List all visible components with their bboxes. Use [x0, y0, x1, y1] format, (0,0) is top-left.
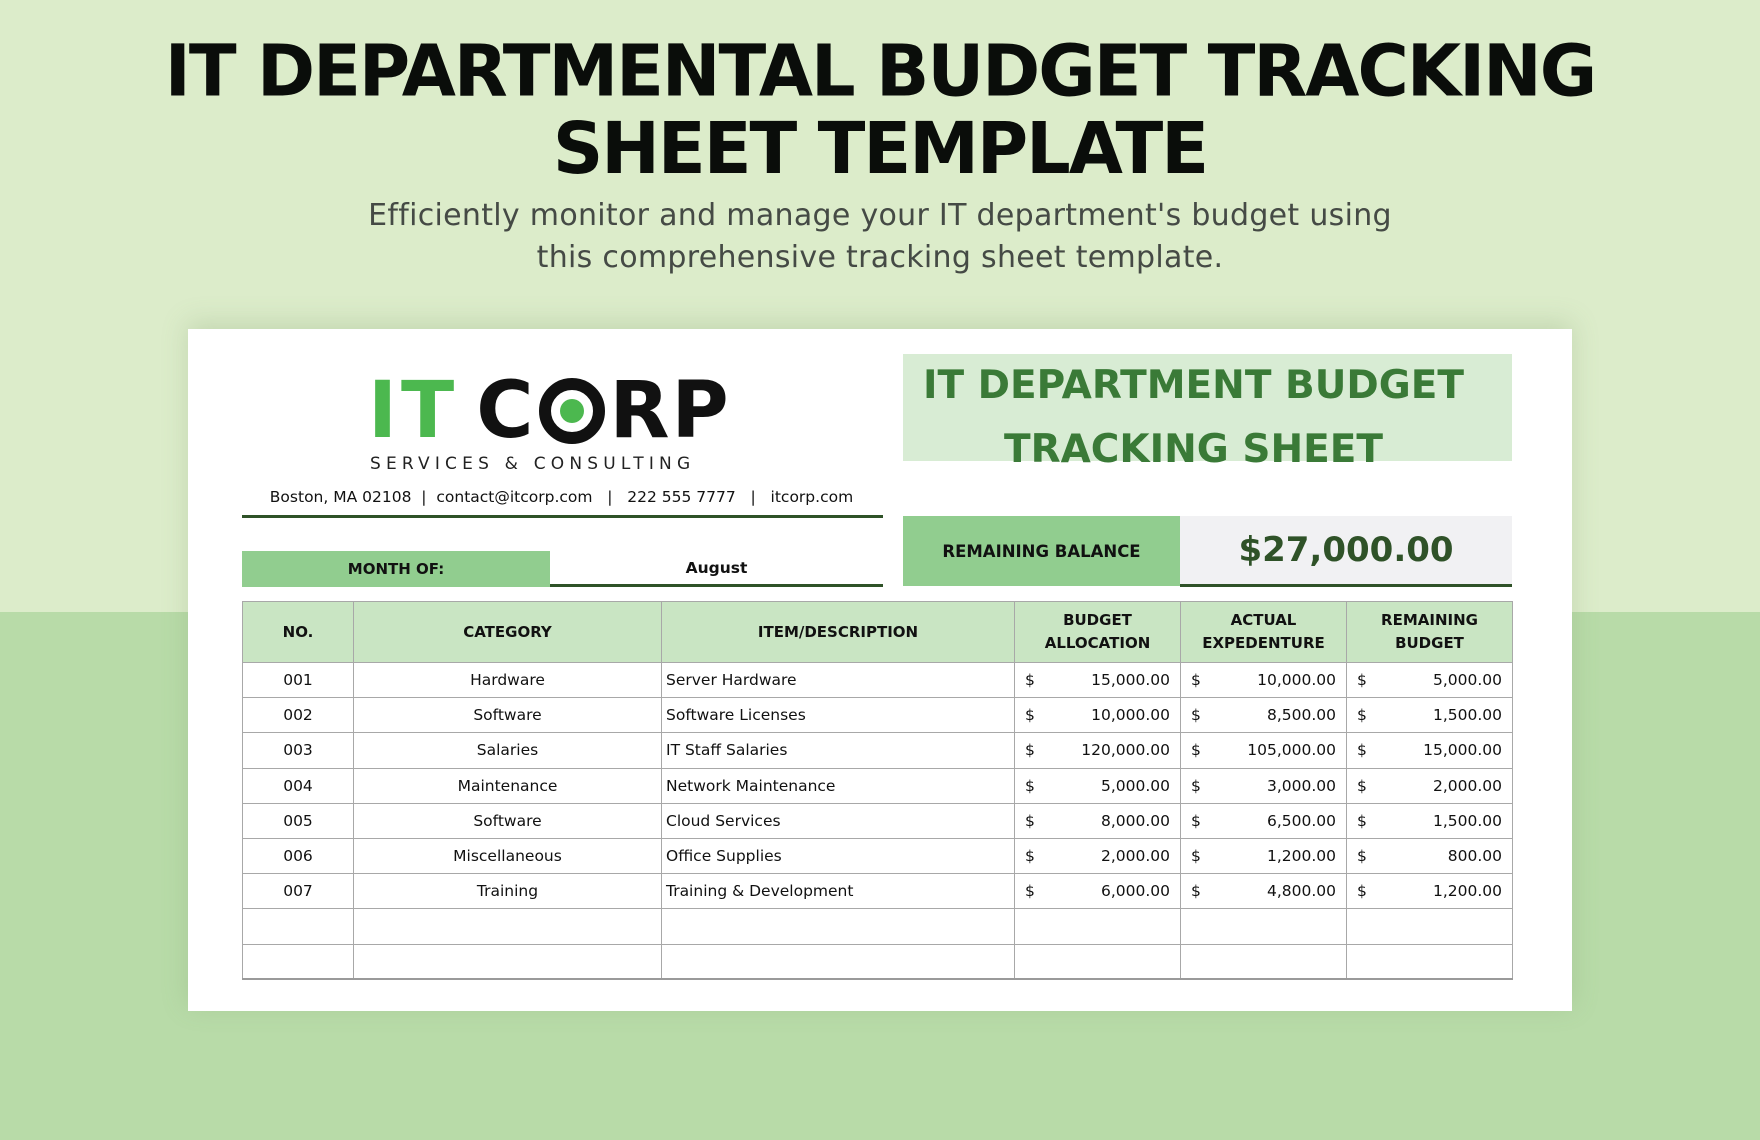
currency-symbol: $ — [1025, 811, 1035, 830]
col-header-actual-expenditure — [1181, 602, 1347, 663]
currency-symbol: $ — [1191, 882, 1201, 901]
amount: 6,500.00 — [1266, 811, 1336, 830]
amount: 4,800.00 — [1266, 882, 1336, 901]
amount: 1,500.00 — [1432, 706, 1502, 725]
amount: 8,500.00 — [1266, 706, 1336, 725]
logo-target-icon — [539, 378, 605, 444]
col-header-actual-line-1: ACTUAL — [1230, 611, 1297, 629]
currency-symbol: $ — [1357, 671, 1367, 690]
amount: 5,000.00 — [1100, 776, 1170, 795]
cell-actual-empty[interactable] — [1181, 909, 1347, 944]
currency-symbol: $ — [1025, 671, 1035, 690]
col-header-budget-allocation — [1015, 602, 1181, 663]
cell-category[interactable]: Hardware — [354, 663, 662, 698]
cell-remaining[interactable] — [1347, 663, 1513, 698]
cell-actual[interactable] — [1181, 733, 1347, 768]
currency-symbol: $ — [1357, 776, 1367, 795]
page-subtitle — [0, 195, 1760, 279]
col-header-category: CATEGORY — [354, 602, 662, 663]
cell-category-empty[interactable] — [354, 909, 662, 944]
col-header-budget-line-1: BUDGET — [1063, 611, 1132, 629]
contact-info: Boston, MA 02108 | contact@itcorp.com | 222 555 7777 | itcorp.com — [269, 488, 854, 506]
currency-symbol: $ — [1191, 706, 1201, 725]
cell-description[interactable]: Office Supplies — [662, 838, 1015, 873]
sheet-title — [903, 354, 1512, 472]
amount: 800.00 — [1447, 847, 1502, 866]
currency-symbol: $ — [1357, 882, 1367, 901]
table-row-empty — [243, 944, 1513, 979]
page-title-line-1: IT DEPARTMENTAL BUDGET TRACKING — [164, 29, 1596, 114]
month-value-field[interactable]: August — [550, 551, 883, 587]
cell-no[interactable]: 005 — [243, 803, 354, 838]
table-row-empty — [243, 909, 1513, 944]
amount: 120,000.00 — [1081, 741, 1170, 760]
amount: 105,000.00 — [1247, 741, 1336, 760]
cell-no[interactable]: 001 — [243, 663, 354, 698]
sheet-title-line-1: IT DEPARTMENT BUDGET — [922, 363, 1465, 408]
cell-category-empty[interactable] — [354, 944, 662, 979]
cell-budget[interactable] — [1015, 803, 1181, 838]
cell-description[interactable]: Server Hardware — [662, 663, 1015, 698]
col-header-actual-line-2: EXPEDENTURE — [1202, 634, 1325, 652]
col-header-description: ITEM/DESCRIPTION — [662, 602, 1015, 663]
cell-actual[interactable] — [1181, 874, 1347, 909]
currency-symbol: $ — [1357, 847, 1367, 866]
page-subtitle-line-2: this comprehensive tracking sheet template. — [536, 240, 1224, 275]
cell-description[interactable]: Network Maintenance — [662, 768, 1015, 803]
cell-budget[interactable] — [1015, 733, 1181, 768]
amount: 1,200.00 — [1266, 847, 1336, 866]
currency-symbol: $ — [1191, 741, 1201, 760]
amount: 2,000.00 — [1432, 776, 1502, 795]
cell-no[interactable]: 007 — [243, 874, 354, 909]
cell-no[interactable]: 006 — [243, 838, 354, 873]
logo-corp-text — [476, 366, 731, 456]
table-row — [243, 663, 1513, 698]
month-label: MONTH OF: — [242, 551, 550, 587]
cell-description[interactable]: Software Licenses — [662, 698, 1015, 733]
cell-remaining[interactable] — [1347, 768, 1513, 803]
cell-description-empty[interactable] — [662, 944, 1015, 979]
cell-budget[interactable] — [1015, 663, 1181, 698]
col-header-no: NO. — [243, 602, 354, 663]
page-subtitle-line-1: Efficiently monitor and manage your IT department's budget using — [368, 198, 1392, 233]
amount: 2,000.00 — [1100, 847, 1170, 866]
cell-category[interactable]: Salaries — [354, 733, 662, 768]
cell-actual[interactable] — [1181, 698, 1347, 733]
currency-symbol: $ — [1357, 741, 1367, 760]
cell-actual[interactable] — [1181, 663, 1347, 698]
header-divider — [242, 515, 883, 518]
cell-category[interactable]: Miscellaneous — [354, 838, 662, 873]
cell-description[interactable]: IT Staff Salaries — [662, 733, 1015, 768]
currency-symbol: $ — [1025, 741, 1035, 760]
cell-category[interactable]: Maintenance — [354, 768, 662, 803]
company-logo — [368, 366, 731, 456]
amount: 5,000.00 — [1432, 671, 1502, 690]
amount: 8,000.00 — [1100, 811, 1170, 830]
cell-remaining-empty[interactable] — [1347, 944, 1513, 979]
col-header-budget-line-2: ALLOCATION — [1044, 634, 1151, 652]
currency-symbol: $ — [1191, 671, 1201, 690]
amount: 15,000.00 — [1423, 741, 1502, 760]
cell-budget-empty[interactable] — [1015, 944, 1181, 979]
col-header-remaining-line-2: BUDGET — [1395, 634, 1464, 652]
currency-symbol: $ — [1191, 776, 1201, 795]
logo-it-text: IT — [368, 366, 459, 456]
cell-no[interactable]: 002 — [243, 698, 354, 733]
cell-description-empty[interactable] — [662, 909, 1015, 944]
sheet-title-line-2: TRACKING SHEET — [1003, 427, 1383, 472]
cell-description[interactable]: Training & Development — [662, 874, 1015, 909]
amount: 6,000.00 — [1100, 882, 1170, 901]
cell-no[interactable]: 003 — [243, 733, 354, 768]
currency-symbol: $ — [1357, 706, 1367, 725]
cell-actual-empty[interactable] — [1181, 944, 1347, 979]
table-row — [243, 874, 1513, 909]
budget-table — [242, 601, 1513, 980]
logo-letter-c: C — [476, 366, 536, 456]
currency-symbol: $ — [1025, 776, 1035, 795]
remaining-balance-label: REMAINING BALANCE — [903, 516, 1180, 586]
cell-remaining[interactable] — [1347, 698, 1513, 733]
amount: 3,000.00 — [1266, 776, 1336, 795]
cell-category[interactable]: Software — [354, 698, 662, 733]
amount: 15,000.00 — [1091, 671, 1170, 690]
amount: 10,000.00 — [1257, 671, 1336, 690]
cell-remaining-empty[interactable] — [1347, 909, 1513, 944]
cell-actual[interactable] — [1181, 803, 1347, 838]
currency-symbol: $ — [1025, 706, 1035, 725]
amount: 1,200.00 — [1432, 882, 1502, 901]
cell-no[interactable]: 004 — [243, 768, 354, 803]
cell-budget[interactable] — [1015, 698, 1181, 733]
cell-budget[interactable] — [1015, 838, 1181, 873]
cell-remaining[interactable] — [1347, 803, 1513, 838]
cell-budget[interactable] — [1015, 874, 1181, 909]
cell-category[interactable]: Training — [354, 874, 662, 909]
cell-category[interactable]: Software — [354, 803, 662, 838]
cell-actual[interactable] — [1181, 768, 1347, 803]
currency-symbol: $ — [1191, 811, 1201, 830]
currency-symbol: $ — [1191, 847, 1201, 866]
remaining-balance-value: $27,000.00 — [1180, 516, 1512, 587]
cell-actual[interactable] — [1181, 838, 1347, 873]
cell-remaining[interactable] — [1347, 838, 1513, 873]
cell-no-empty[interactable] — [243, 944, 354, 979]
cell-remaining[interactable] — [1347, 733, 1513, 768]
logo-tagline: SERVICES & CONSULTING — [370, 454, 696, 474]
cell-budget-empty[interactable] — [1015, 909, 1181, 944]
currency-symbol: $ — [1025, 847, 1035, 866]
logo-letters-rp: RP — [609, 366, 731, 456]
currency-symbol: $ — [1357, 811, 1367, 830]
cell-description[interactable]: Cloud Services — [662, 803, 1015, 838]
table-row — [243, 838, 1513, 873]
table-header-row — [243, 602, 1513, 663]
table-row — [243, 733, 1513, 768]
table-row — [243, 803, 1513, 838]
cell-budget[interactable] — [1015, 768, 1181, 803]
col-header-remaining-budget — [1347, 602, 1513, 663]
cell-no-empty[interactable] — [243, 909, 354, 944]
page-title-line-2: SHEET TEMPLATE — [552, 106, 1208, 191]
page-title — [0, 29, 1760, 191]
table-row — [243, 698, 1513, 733]
table-row — [243, 768, 1513, 803]
amount: 1,500.00 — [1432, 811, 1502, 830]
currency-symbol: $ — [1025, 882, 1035, 901]
col-header-remaining-line-1: REMAINING — [1381, 611, 1478, 629]
amount: 10,000.00 — [1091, 706, 1170, 725]
cell-remaining[interactable] — [1347, 874, 1513, 909]
